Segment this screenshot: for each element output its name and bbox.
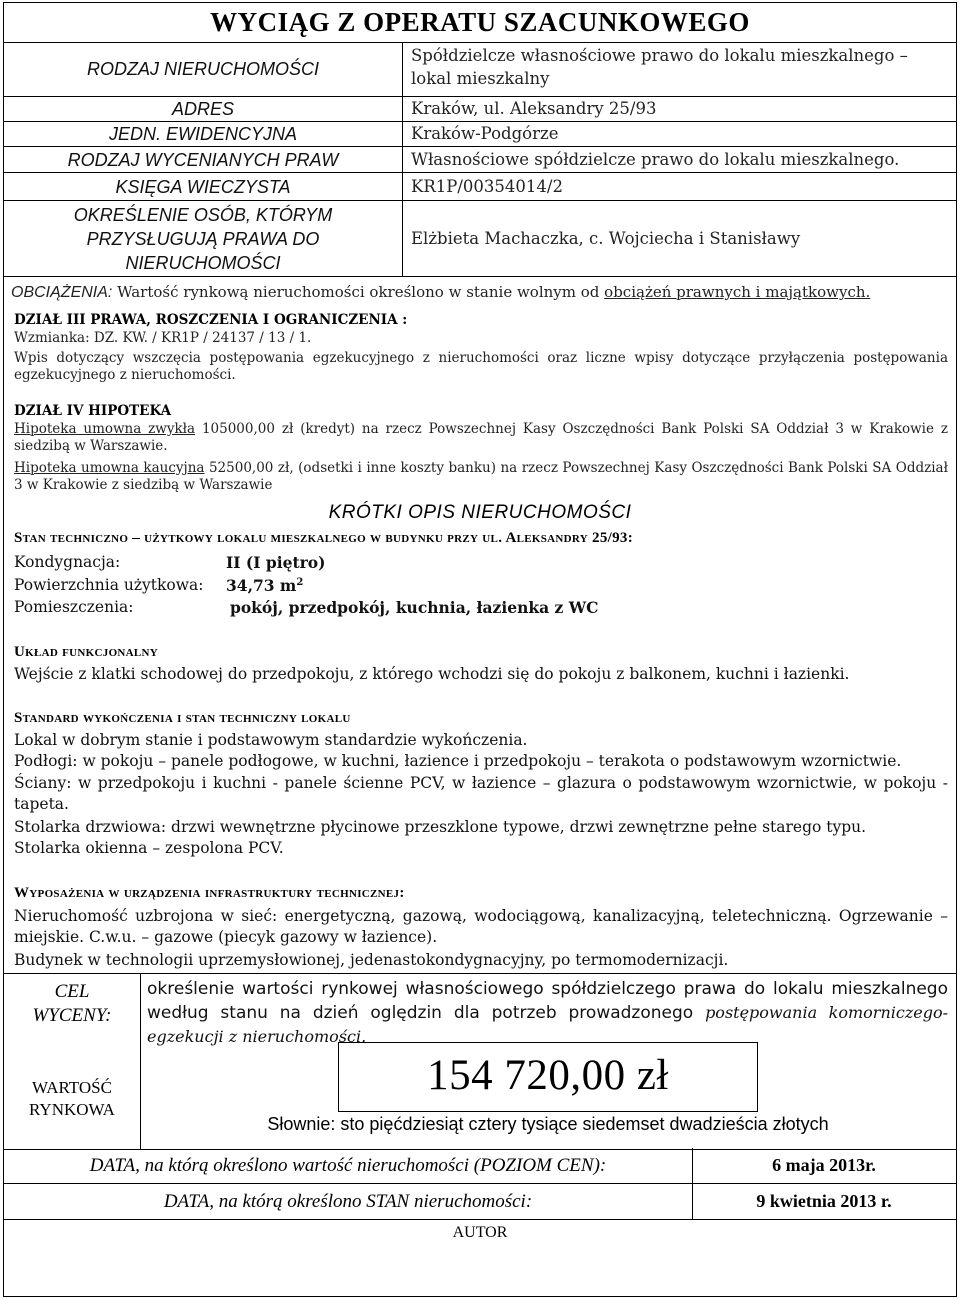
prawa-value: Własnościowe spółdzielcze prawo do lokalu mieszkalnego. bbox=[411, 150, 900, 169]
uklad-heading: Układ funkcjonalny bbox=[14, 644, 159, 660]
osoby-value: Elżbieta Machaczka, c. Wojciecha i Stanisławy bbox=[411, 229, 801, 248]
amount-value: 154 720,00 zł bbox=[427, 1052, 669, 1099]
obciazenia-line bbox=[11, 283, 870, 302]
cel-text-italic: postępowania komorniczego- egzekucji z nieruchomości. bbox=[147, 1003, 949, 1046]
wyposazenie-line1: Nieruchomość uzbrojona w sieć: energetyczną, gazową, wodociągową, kanalizacyjną, teletechniczną. Ogrzewanie – miejskie. C.w.u. – gazowe (piecyk gazowy w łazience). bbox=[14, 907, 948, 946]
osoby-label-line2: PRZYSŁUGUJĄ PRAWA DO bbox=[86, 229, 320, 249]
cel-text-main: określenie wartości rynkowej własnościowego spółdzielczego prawa do lokalu mieszkalnego według stanu na dzień oględzin dla potrzeb prowadzonego bbox=[147, 979, 948, 1023]
jedn-value: Kraków-Podgórze bbox=[411, 124, 559, 143]
kw-label: KSIĘGA WIECZYSTA bbox=[115, 177, 291, 197]
cel-label-line1: CEL bbox=[54, 981, 90, 1002]
amount-words: Słownie: sto pięćdziesiąt cztery tysiące siedemset dwadzieścia złotych bbox=[267, 1114, 829, 1134]
standard-line4: Stolarka drzwiowa: drzwi wewnętrzne płycinowe przeszklone typowe, drzwi zewnętrzne pełne starego typu. bbox=[14, 818, 867, 836]
cel-label bbox=[4, 980, 140, 1028]
adres-value: Kraków, ul. Aleksandry 25/93 bbox=[411, 99, 657, 118]
obciazenia-text: Wartość rynkową nieruchomości określono w stanie wolnym od bbox=[112, 283, 605, 301]
data2-value: 9 kwietnia 2013 r. bbox=[756, 1191, 892, 1211]
row-prawa bbox=[4, 147, 956, 173]
hipoteka-zwykla-label: Hipoteka umowna zwykła bbox=[14, 421, 196, 437]
row-kw bbox=[4, 173, 956, 201]
hipoteka-kaucyjna bbox=[14, 460, 948, 494]
wartosc-label-line2: RYNKOWA bbox=[29, 1100, 115, 1119]
standard-line5: Stolarka okienna – zespolona PCV. bbox=[14, 839, 284, 857]
jedn-label: JEDN. EWIDENCYJNA bbox=[108, 124, 297, 144]
adres-label: ADRES bbox=[171, 99, 234, 119]
powierzchnia-sup: 2 bbox=[296, 576, 304, 588]
row-data1 bbox=[4, 1148, 956, 1184]
prawa-label: RODZAJ WYCENIANYCH PRAW bbox=[67, 150, 339, 170]
osoby-label-line1: OKREŚLENIE OSÓB, KTÓRYM bbox=[73, 205, 333, 225]
rodzaj-value-line1: Spółdzielcze własnościowe prawo do lokalu mieszkalnego – bbox=[411, 46, 908, 65]
pomieszczenia-value: pokój, przedpokój, kuchnia, łazienka z WC bbox=[230, 598, 599, 617]
amount-box bbox=[338, 1042, 758, 1112]
document-title: WYCIĄG Z OPERATU SZACUNKOWEGO bbox=[210, 7, 750, 37]
rodzaj-value-line2: lokal mieszkalny bbox=[411, 69, 550, 88]
dzial3-wpis: Wpis dotyczący wszczęcia postępowania egzekucyjnego z nieruchomości oraz liczne wpisy dotyczące przyłączenia postępowania egzekucyjnego z nieruchomości. bbox=[14, 350, 948, 383]
standard-line2: Podłogi: w pokoju – panele podłogowe, w kuchni, łazience i przedpokoju – terakota o podstawowym wzornictwie. bbox=[14, 752, 902, 770]
wartosc-label bbox=[4, 1077, 140, 1121]
row-adres bbox=[4, 97, 956, 122]
standard-heading: Standard wykończenia i stan techniczny lokalu bbox=[14, 710, 351, 726]
powierzchnia-number: 34,73 m bbox=[226, 576, 297, 595]
wyposazenie-heading: Wyposażenia w urządzenia infrastruktury technicznej: bbox=[14, 885, 405, 901]
standard-line3: Ściany: w przedpokoju i kuchni - panele ścienne PCV, w łazience – glazura o podstawowym wzornictwie, w pokoju - tapeta. bbox=[14, 774, 948, 813]
osoby-label-line3: NIERUCHOMOŚCI bbox=[125, 253, 281, 273]
data1-label: DATA, na którą określono wartość nieruchomości (POZIOM CEN): bbox=[89, 1155, 607, 1176]
hipoteka-zwykla bbox=[14, 421, 948, 455]
powierzchnia-value bbox=[226, 576, 303, 595]
data2-label: DATA, na którą określono STAN nieruchomości: bbox=[163, 1191, 533, 1212]
opis-heading: KRÓTKI OPIS NIERUCHOMOŚCI bbox=[328, 502, 632, 523]
obciazenia-label: OBCIĄŻENIA: bbox=[11, 284, 113, 301]
dzial3-heading: DZIAŁ III PRAWA, ROSZCZENIA I OGRANICZENIA : bbox=[14, 312, 408, 328]
kondygnacja-label: Kondygnacja: bbox=[14, 553, 121, 571]
wyposazenie-line2: Budynek w technologii uprzemysłowionej, jedenastokondygnacyjny, po termomodernizacji. bbox=[14, 951, 729, 969]
wartosc-label-line1: WARTOŚĆ bbox=[32, 1078, 112, 1097]
obciazenia-link: obciążeń prawnych i majątkowych. bbox=[604, 283, 871, 301]
dzial4-heading: DZIAŁ IV HIPOTEKA bbox=[14, 403, 172, 419]
dzial3-wzmianka: Wzmianka: DZ. KW. / KR1P / 24137 / 13 / 1. bbox=[14, 330, 312, 346]
hipoteka-zwykla-text: 105000,00 zł (kredyt) na rzecz Powszechnej Kasy Oszczędności Bank Polski SA Oddział 3 w Krakowie z siedzibą w Warszawie. bbox=[14, 421, 948, 454]
cel-text bbox=[147, 978, 948, 1049]
pomieszczenia-label: Pomieszczenia: bbox=[14, 598, 134, 616]
hipoteka-kaucyjna-label: Hipoteka umowna kaucyjna bbox=[14, 460, 205, 476]
hipoteka-kaucyjna-text: 52500,00 zł, (odsetki i inne koszty banku) na rzecz Powszechnej Kasy Oszczędności Bank Polski SA Oddział 3 w Krakowie z siedzibą w Warszawie bbox=[14, 460, 948, 493]
powierzchnia-label: Powierzchnia użytkowa: bbox=[14, 576, 204, 594]
kw-value: KR1P/00354014/2 bbox=[411, 177, 563, 196]
row-rodzaj bbox=[4, 43, 956, 97]
stan-heading: Stan techniczno – użytkowy lokalu mieszkalnego w budynku przy ul. Aleksandry 25/93: bbox=[14, 530, 633, 546]
cel-label-line2: WYCENY: bbox=[32, 1005, 112, 1026]
document-frame bbox=[3, 2, 957, 1297]
row-osoby bbox=[4, 201, 956, 277]
rodzaj-label: RODZAJ NIERUCHOMOŚCI bbox=[86, 59, 319, 79]
data1-value: 6 maja 2013r. bbox=[772, 1155, 876, 1175]
cel-wartosc-block bbox=[4, 973, 956, 1150]
uklad-text: Wejście z klatki schodowej do przedpokoju, z którego wchodzi się do pokoju z balkonem, kuchni i łazienki. bbox=[14, 665, 850, 683]
kondygnacja-value: II (I piętro) bbox=[226, 553, 326, 572]
row-jedn bbox=[4, 122, 956, 147]
row-data2 bbox=[4, 1184, 956, 1220]
standard-line1: Lokal w dobrym stanie i podstawowym standardzie wykończenia. bbox=[14, 731, 528, 749]
autor-label: AUTOR bbox=[452, 1224, 508, 1241]
title-row bbox=[4, 3, 956, 43]
